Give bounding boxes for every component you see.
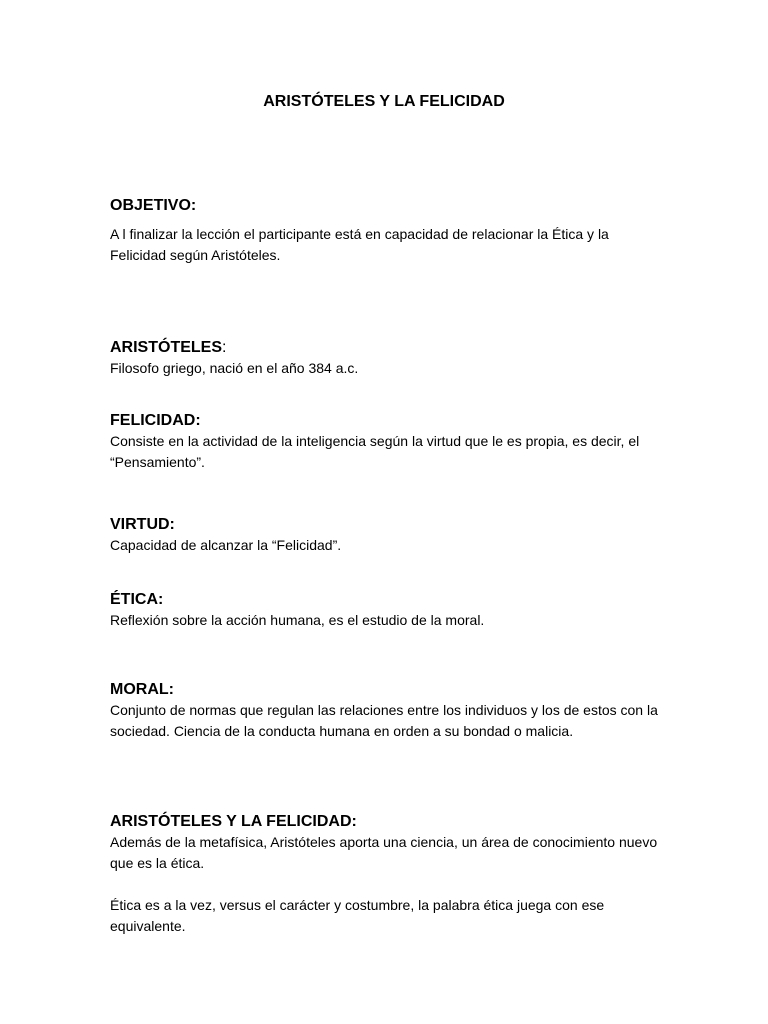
section-etica: [110, 590, 660, 631]
section-paragraph: Reflexión sobre la acción humana, es el estudio de la moral.: [110, 612, 485, 628]
section-heading-suffix: :: [222, 339, 227, 356]
section-heading: OBJETIVO:: [110, 197, 197, 214]
section-heading: MORAL:: [110, 681, 174, 698]
section-heading: ÉTICA:: [110, 591, 164, 608]
section-heading: VIRTUD:: [110, 516, 175, 533]
section-paragraph: Conjunto de normas que regulan las relaciones entre los individuos y los de estos con la sociedad. Ciencia de la conducta humana en orden a su bondad o malicia.: [110, 702, 658, 739]
section-objetivo: [110, 196, 660, 266]
section-paragraph: A l finalizar la lección el participante está en capacidad de relacionar la Ética y la Felicidad según Aristóteles.: [110, 226, 609, 263]
section-heading: FELICIDAD:: [110, 412, 201, 429]
section-moral: [110, 680, 660, 742]
section-aristoteles: [110, 338, 660, 379]
section-paragraph: Ética es a la vez, versus el carácter y costumbre, la palabra ética juega con ese equivalente.: [110, 897, 605, 934]
section-paragraph: Además de la metafísica, Aristóteles aporta una ciencia, un área de conocimiento nuevo que es la ética.: [110, 834, 658, 871]
section-heading: [110, 338, 660, 358]
section-paragraph: Consiste en la actividad de la inteligencia según la virtud que le es propia, es decir, el “Pensamiento”.: [110, 433, 640, 470]
section-paragraph: Filosofo griego, nació en el año 384 a.c.: [110, 360, 359, 376]
section-paragraph: Capacidad de alcanzar la “Felicidad”.: [110, 537, 342, 553]
section-felicidad: [110, 411, 660, 473]
document-title: ARISTÓTELES Y LA FELICIDAD: [263, 93, 505, 110]
section-aristoteles-felicidad: [110, 812, 660, 937]
section-virtud: [110, 515, 660, 556]
section-heading-text: ARISTÓTELES: [110, 339, 223, 356]
section-heading: ARISTÓTELES Y LA FELICIDAD:: [110, 813, 357, 830]
